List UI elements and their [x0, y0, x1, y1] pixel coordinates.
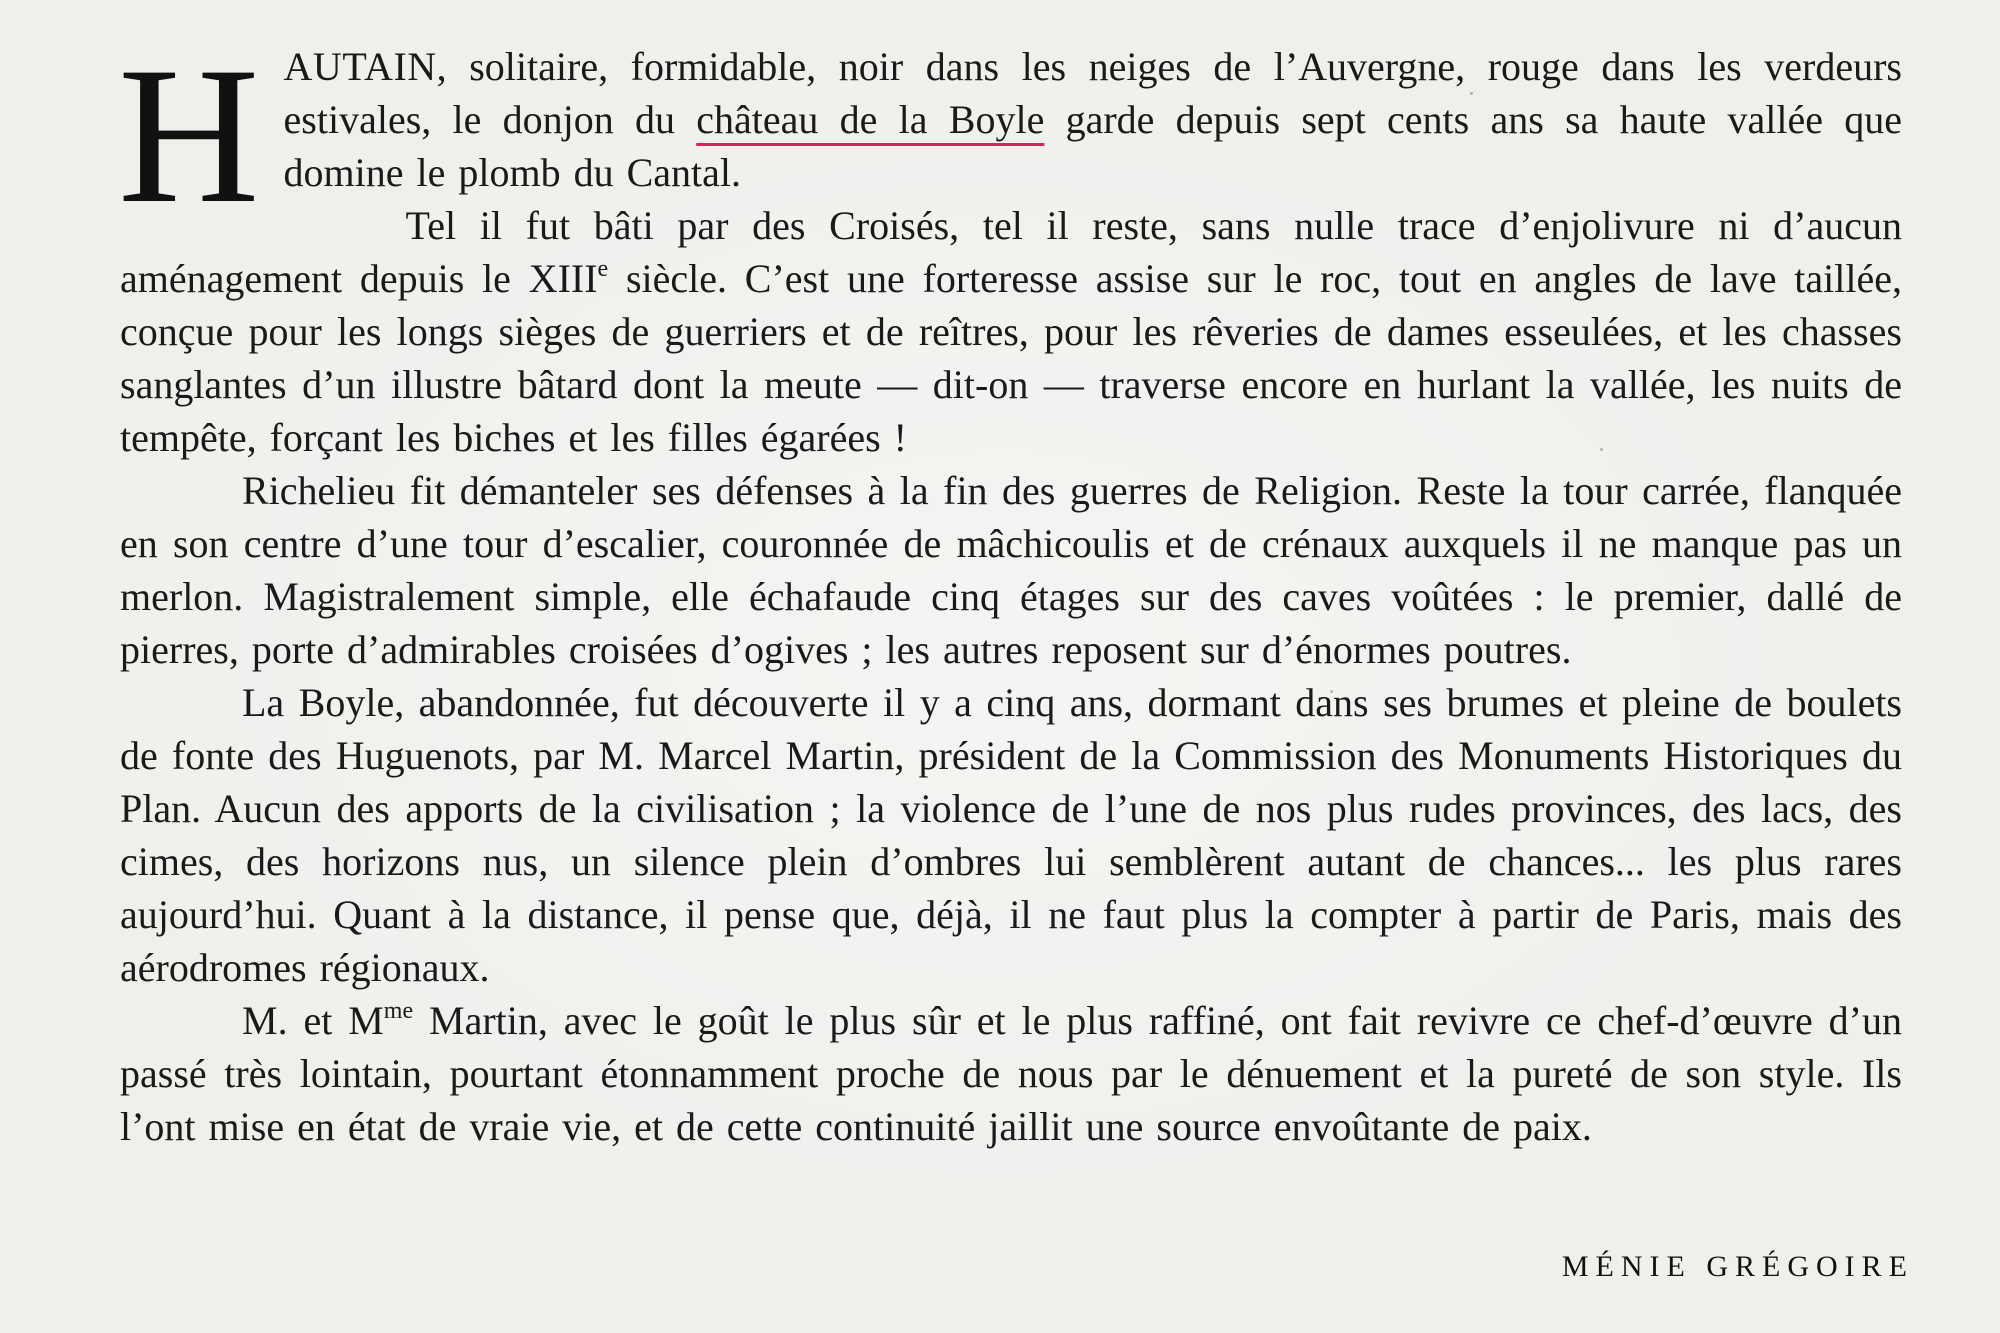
drop-cap: H — [118, 27, 260, 244]
paragraph-3-text: Richelieu fit démanteler ses défenses à la fin des guerres de Religion. Reste la tour carrée, flanquée en son centre d’une tour d’escalier, couronnée de mâchicoulis et de crénaux auxquels il ne manque pas un merlon. Magistralement simple, elle échafaude cinq étages sur des caves voûtées : le premier, dallé de pierres, porte d’admirables croisées d’ogives ; les autres reposent sur d’énormes poutres. — [120, 468, 1902, 672]
madame-superscript: me — [383, 997, 414, 1024]
underlined-chateau-name: château de la Boyle — [696, 97, 1045, 142]
paragraph-2-text-b: siècle. C’est une forteresse assise sur le roc, tout en angles de lave taillée, conçue pour les longs sièges de guerriers et de reîtres, pour les rêveries de dames esseulées, et les chasses sanglantes d’un illustre bâtard dont la meute — dit-on — traverse encore en hurlant la vallée, les nuits de tempête, forçant les biches et les filles égarées ! — [120, 256, 1902, 460]
author-signature: MÉNIE GRÉGOIRE — [1561, 1250, 1914, 1283]
paragraph-1 — [118, 27, 1903, 244]
paragraph-5-text-b: Martin, avec le goût le plus sûr et le plus raffiné, ont fait revivre ce chef-d’œuvre d’un passé très lointain, pourtant étonnamment proche de nous par le dénuement et la pureté de son style. Ils l’ont mise en état de vraie vie, et de cette continuité jaillit une source envoûtante de paix. — [120, 998, 1902, 1149]
paper-speck — [1330, 690, 1333, 693]
paragraph-4-text: La Boyle, abandonnée, fut découverte il y a cinq ans, dormant dans ses brumes et pleine de boulets de fonte des Huguenots, par M. Marcel Martin, président de la Commission des Monuments Historiques du Plan. Aucun des apports de la civilisation ; la violence de l’une de nos plus rudes provinces, des lacs, des cimes, des horizons nus, un silence plein d’ombres lui semblèrent autant de chances... les plus rares aujourd’hui. Quant à la distance, il pense que, déjà, il ne faut plus la compter à partir de Paris, mais des aérodromes régionaux. — [120, 680, 1902, 990]
paragraph-3 — [120, 464, 1902, 676]
paragraph-4 — [120, 676, 1902, 994]
article-body — [118, 27, 1903, 1153]
century-superscript: e — [597, 255, 609, 282]
paper-speck — [1470, 92, 1473, 95]
paragraph-2-text-a: Tel il fut bâti par des Croisés, tel il reste, sans nulle trace d’enjolivure ni d’aucun aménagement depuis le XIII — [120, 203, 1902, 301]
lead-in-caps: AUTAIN — [283, 44, 437, 89]
paper-speck — [1600, 448, 1603, 451]
paragraph-1-text-a: , solitaire, formidable, noir dans les neiges de l’Auvergne, rouge dans les verdeurs estivales, le donjon du — [283, 44, 1902, 142]
paragraph-5-text-a: M. et M — [242, 998, 384, 1043]
paragraph-5 — [120, 994, 1902, 1153]
paragraph-2 — [120, 199, 1902, 464]
paragraph-1-text-b: garde depuis sept cents ans sa haute vallée que domine le plomb du Cantal. — [283, 97, 1903, 195]
